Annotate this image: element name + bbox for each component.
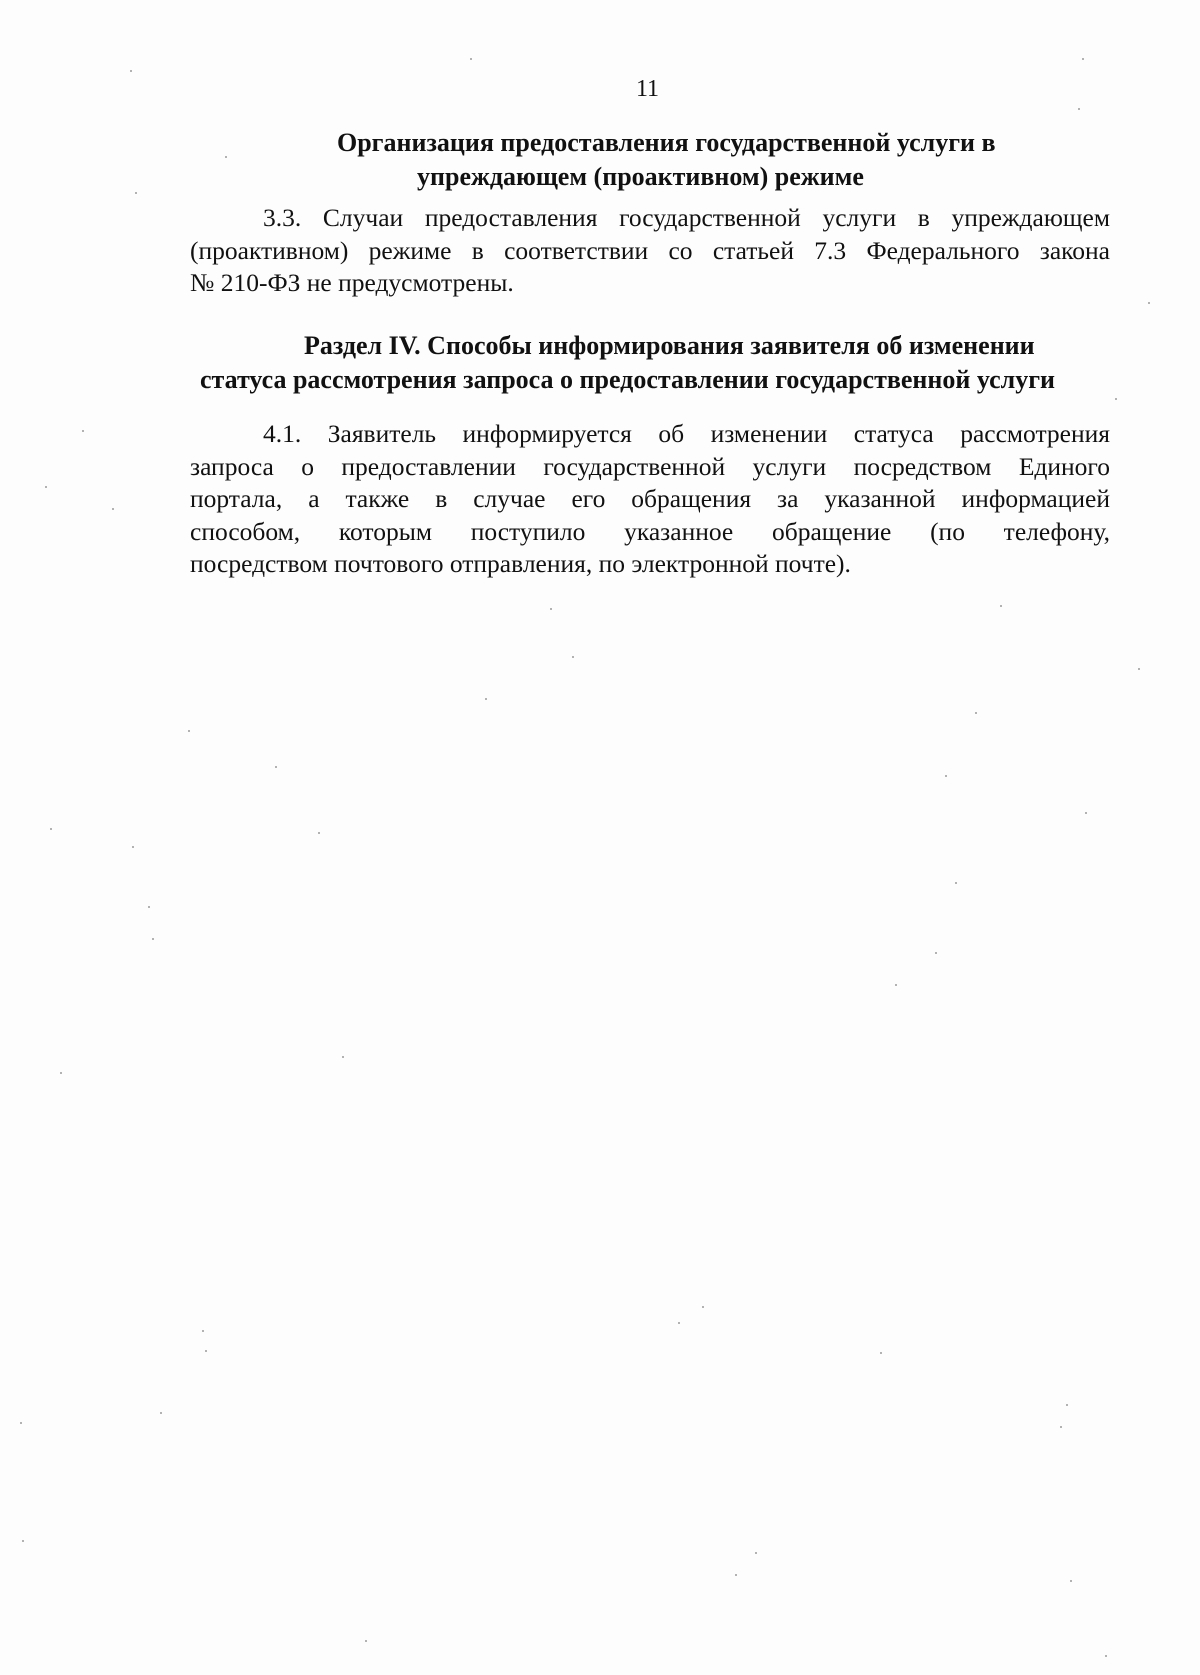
section-iv-heading-line-1: Раздел IV. Способы информирования заявителя об изменении	[304, 331, 1035, 360]
paragraph-4-1	[190, 418, 1110, 581]
scan-speck	[755, 1552, 757, 1554]
scan-speck	[702, 1306, 704, 1308]
scan-speck	[550, 608, 552, 610]
scan-speck	[975, 712, 977, 714]
scan-speck	[935, 952, 937, 954]
scan-speck	[152, 938, 154, 940]
scan-speck	[160, 1412, 162, 1414]
scan-speck	[1115, 398, 1117, 400]
scan-speck	[275, 766, 277, 768]
scan-speck	[50, 828, 52, 830]
scan-speck	[1082, 58, 1084, 60]
scan-speck	[20, 1422, 22, 1424]
scan-speck	[205, 1350, 207, 1352]
scan-speck	[318, 832, 320, 834]
proactive-heading-line-2: упреждающем (проактивном) режиме	[417, 162, 864, 191]
proactive-heading-line-1: Организация предоставления государственной услуги в	[337, 128, 996, 157]
scan-speck	[1148, 302, 1150, 304]
scan-speck	[572, 656, 574, 658]
scan-speck	[60, 1072, 62, 1074]
scan-speck	[135, 192, 137, 194]
scan-speck	[365, 1640, 367, 1642]
paragraph-line: 4.1. Заявитель информируется об изменении статуса рассмотрения	[263, 419, 1110, 448]
paragraph-line: способом, которым поступило указанное обращение (по телефону,	[190, 516, 1110, 546]
scan-speck	[132, 846, 134, 848]
scan-speck	[1000, 605, 1002, 607]
paragraph-line: портала, а также в случае его обращения за указанной информацией	[190, 484, 1110, 513]
scan-speck	[1105, 1655, 1107, 1657]
scan-speck	[485, 698, 487, 700]
scan-speck	[735, 1574, 737, 1576]
scan-speck	[342, 1056, 344, 1058]
scan-speck	[1078, 108, 1080, 110]
scan-speck	[1070, 1580, 1072, 1582]
scan-speck	[1138, 668, 1140, 670]
scan-speck	[82, 430, 84, 432]
scan-speck	[148, 906, 150, 908]
paragraph-line: запроса о предоставлении государственной услуги посредством Единого	[190, 451, 1110, 481]
scan-speck	[945, 775, 947, 777]
paragraph-line: посредством почтового отправления, по электронной почте).	[190, 549, 851, 578]
scan-speck	[45, 486, 47, 488]
paragraph-line: № 210-ФЗ не предусмотрены.	[190, 268, 514, 297]
scan-speck	[470, 58, 472, 60]
scan-speck	[895, 984, 897, 986]
scan-speck	[188, 730, 190, 732]
scan-speck	[112, 508, 114, 510]
section-iv-heading-line-2: статуса рассмотрения запроса о предоставлении государственной услуги	[200, 365, 1055, 394]
scan-speck	[678, 1322, 680, 1324]
scan-speck	[202, 1330, 204, 1332]
paragraph-3-3	[190, 202, 1110, 300]
scan-speck	[955, 882, 957, 884]
paragraph-line: (проактивном) режиме в соответствии со статьей 7.3 Федерального закона	[190, 235, 1110, 265]
page-number: 11	[635, 76, 660, 102]
scan-speck	[1060, 1426, 1062, 1428]
paragraph-line: 3.3. Случаи предоставления государственной услуги в упреждающем	[263, 203, 1110, 232]
scan-speck	[1066, 1404, 1068, 1406]
scan-speck	[880, 1352, 882, 1354]
scan-speck	[1085, 812, 1087, 814]
scan-speck	[225, 156, 227, 158]
scan-speck	[22, 1540, 24, 1542]
scan-speck	[130, 70, 132, 72]
